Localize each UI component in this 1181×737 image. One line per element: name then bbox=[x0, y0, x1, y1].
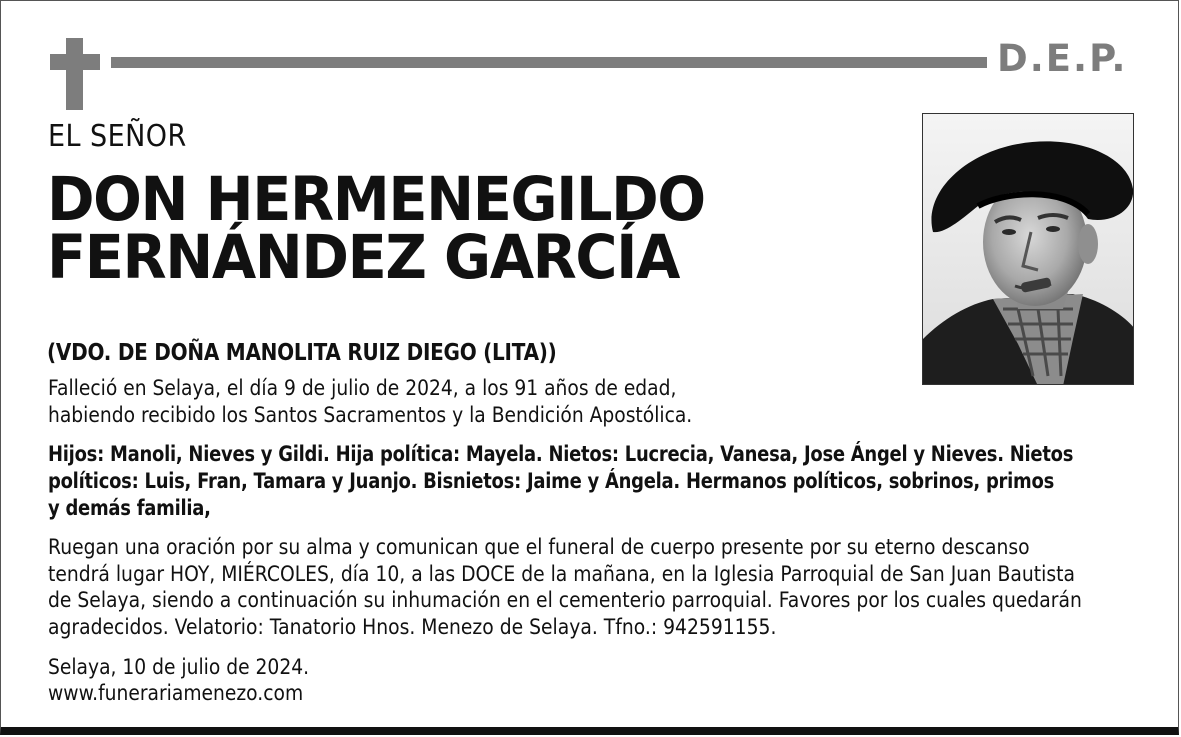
deceased-name-line2: FERNÁNDEZ GARCÍA bbox=[47, 222, 679, 293]
notice-date: Selaya, 10 de julio de 2024. bbox=[48, 655, 310, 679]
header-rule bbox=[111, 57, 987, 68]
cross-icon bbox=[66, 38, 83, 110]
portrait-image bbox=[923, 114, 1134, 385]
funeral-line2: tendrá lugar HOY, MIÉRCOLES, día 10, a las DOCE de la mañana, en la Iglesia Parroquial de San Juan Bautista bbox=[48, 561, 1075, 586]
honorific: EL SEÑOR bbox=[48, 119, 187, 154]
funeral-line3: de Selaya, siendo a continuación su inhumación en el cementerio parroquial. Favores por los cuales quedarán bbox=[48, 588, 1082, 612]
family-line1: Hijos: Manoli, Nieves y Gildi. Hija política: Mayela. Nietos: Lucrecia, Vanesa, Jose Ángel y Nieves. Nietos bbox=[48, 442, 1074, 466]
widower-of: (VDO. DE DOÑA MANOLITA RUIZ DIEGO (LITA)) bbox=[47, 340, 557, 366]
family-list bbox=[48, 441, 1073, 522]
funeral-line1: Ruegan una oración por su alma y comunican que el funeral de cuerpo presente por su eterno descanso bbox=[48, 535, 1030, 559]
deceased-name-line1: DON HERMENEGILDO bbox=[47, 164, 705, 235]
death-notice-line1: Falleció en Selaya, el día 9 de julio de 2024, a los 91 años de edad, bbox=[48, 376, 677, 400]
family-line2: políticos: Luis, Fran, Tamara y Juanjo. Bisnietos: Jaime y Ángela. Hermanos políticos, sobrinos, primos bbox=[48, 469, 1055, 493]
cross-icon-bar bbox=[50, 54, 100, 70]
deceased-photo bbox=[922, 113, 1134, 385]
website-link[interactable]: www.funerariamenezo.com bbox=[48, 681, 304, 705]
funeral-info bbox=[48, 534, 1082, 640]
death-notice bbox=[48, 375, 692, 428]
dep-label: D.E.P. bbox=[997, 37, 1128, 80]
deceased-name bbox=[47, 164, 705, 293]
funeral-line4: agradecidos. Velatorio: Tanatorio Hnos. Menezo de Selaya. Tfno.: 942591155. bbox=[48, 614, 777, 639]
family-line3: y demás familia, bbox=[48, 496, 211, 520]
death-notice-line2: habiendo recibido los Santos Sacramentos y la Bendición Apostólica. bbox=[48, 402, 693, 427]
